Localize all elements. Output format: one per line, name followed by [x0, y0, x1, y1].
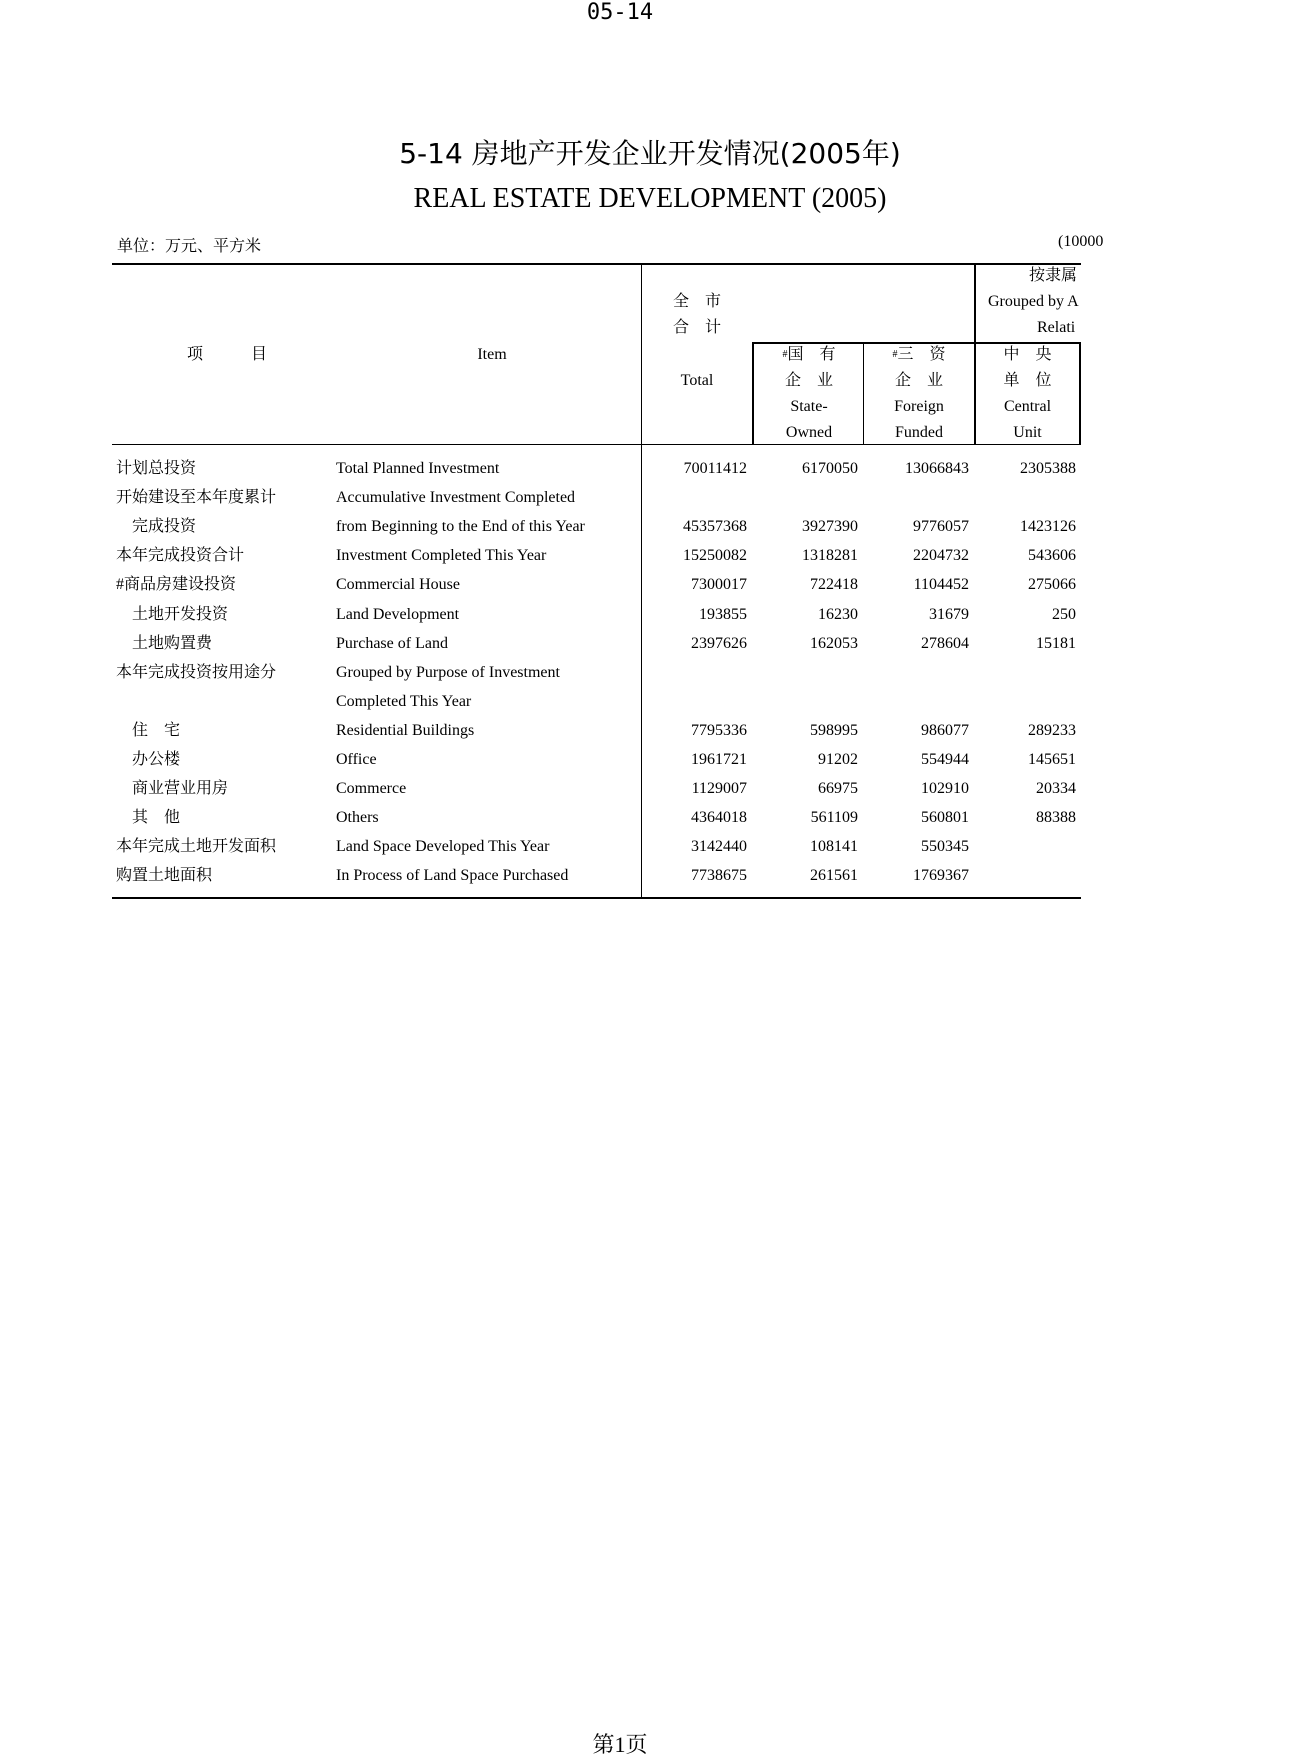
title-chinese: 5-14 房地产开发企业开发情况(2005年)	[399, 137, 901, 170]
row-foreign-funded: 102910	[921, 780, 969, 798]
row-item-en: Purchase of Land	[336, 634, 448, 652]
header-central-cn-2: 单 位	[1003, 372, 1052, 389]
row-foreign-funded: 278604	[921, 634, 969, 652]
row-item-en: Others	[336, 809, 379, 827]
row-state-owned: 598995	[810, 721, 858, 739]
row-item-cn: 本年完成土地开发面积	[116, 838, 277, 856]
row-foreign-funded: 31679	[929, 605, 969, 623]
header-item-cn: 项 目	[186, 346, 267, 363]
row-central-unit: 543606	[1028, 547, 1076, 565]
row-total: 1961721	[691, 751, 747, 768]
page-number-footer: 第1页	[592, 1732, 648, 1757]
row-state-owned: 162053	[810, 634, 858, 652]
row-item-en: In Process of Land Space Purchased	[336, 867, 569, 885]
row-central-unit: 2305388	[1020, 460, 1076, 477]
row-state-owned: 6170050	[802, 460, 858, 477]
table-top-rule	[112, 263, 1081, 265]
header-state-en-2: Owned	[785, 424, 833, 441]
statistics-table	[112, 263, 1081, 903]
row-state-owned: 1318281	[802, 547, 858, 565]
row-item-en: Land Space Developed This Year	[336, 838, 550, 856]
row-foreign-funded: 2204732	[913, 547, 969, 565]
table-bottom-rule	[112, 897, 1081, 899]
row-item-en: Office	[336, 751, 377, 768]
row-item-en: Total Planned Investment	[336, 460, 500, 477]
row-item-en: Investment Completed This Year	[336, 547, 547, 565]
header-foreign-en-2: Funded	[895, 424, 943, 441]
row-total: 1129007	[691, 780, 747, 798]
row-item-en: Commercial House	[336, 576, 460, 594]
row-state-owned: 261561	[810, 867, 858, 885]
row-total: 15250082	[683, 547, 747, 565]
row-item-cn: 住 宅	[116, 721, 181, 739]
header-central-en-1: Central	[1003, 398, 1052, 415]
row-item-en: Commerce	[336, 780, 407, 798]
header-foreign-cn-2: 企 业	[894, 372, 943, 389]
row-item-en: Completed This Year	[336, 692, 472, 710]
row-total: 45357368	[683, 518, 747, 536]
row-item-cn: 开始建设至本年度累计	[116, 489, 277, 507]
row-item-cn: 本年完成投资按用途分	[116, 663, 277, 681]
page-code-header: 05-14	[586, 0, 654, 25]
row-item-en: from Beginning to the End of this Year	[336, 518, 585, 536]
row-foreign-funded: 1769367	[913, 867, 969, 885]
row-total: 7300017	[691, 576, 747, 594]
row-item-cn: 本年完成投资合计	[116, 547, 245, 565]
footnote-mark: #	[782, 349, 788, 360]
row-total: 70011412	[683, 460, 747, 477]
header-central-en-2: Unit	[1013, 424, 1042, 441]
row-item-cn: 土地开发投资	[116, 605, 229, 623]
row-state-owned: 108141	[810, 838, 858, 856]
header-grouped-cn: 按隶属	[1029, 267, 1078, 284]
header-state-cn-2: 企 业	[784, 372, 833, 389]
header-total-cn-2: 合 计	[672, 319, 721, 336]
header-total-cn-1: 全 市	[672, 293, 721, 310]
row-item-cn: 商业营业用房	[116, 780, 229, 798]
row-item-en: Grouped by Purpose of Investment	[336, 663, 560, 681]
row-item-cn: 办公楼	[116, 751, 181, 768]
row-central-unit: 275066	[1028, 576, 1076, 594]
row-item-cn: 计划总投资	[116, 460, 197, 477]
row-central-unit: 250	[1052, 605, 1076, 623]
row-foreign-funded: 9776057	[913, 518, 969, 536]
row-item-en: Land Development	[336, 605, 460, 623]
row-central-unit: 20334	[1036, 780, 1076, 798]
header-foreign-en-1: Foreign	[894, 398, 944, 415]
row-total: 4364018	[691, 809, 747, 827]
title-english: REAL ESTATE DEVELOPMENT (2005)	[413, 183, 887, 214]
divider-central-right	[1079, 342, 1081, 445]
row-foreign-funded: 13066843	[905, 460, 969, 477]
row-state-owned: 66975	[818, 780, 858, 798]
unit-label: 单位：万元、平方米	[117, 238, 262, 255]
row-item-cn: 完成投资	[116, 518, 197, 536]
row-item-cn: 其 他	[116, 809, 181, 827]
row-total: 7795336	[691, 721, 747, 739]
row-state-owned: 91202	[818, 751, 858, 768]
header-item-en: Item	[477, 346, 507, 363]
row-central-unit: 88388	[1036, 809, 1076, 827]
row-foreign-funded: 554944	[921, 751, 969, 768]
row-central-unit: 1423126	[1020, 518, 1076, 536]
row-item-en: Accumulative Investment Completed	[336, 489, 576, 507]
row-central-unit: 289233	[1028, 721, 1076, 739]
row-item-cn: #商品房建设投资	[116, 576, 237, 594]
header-central-cn-1: 中 央	[1003, 346, 1052, 363]
row-foreign-funded: 986077	[921, 721, 969, 739]
unit-label-english: (10000	[1058, 233, 1104, 250]
row-item-cn: 购置土地面积	[116, 867, 213, 885]
row-state-owned: 561109	[810, 809, 858, 827]
row-foreign-funded: 560801	[921, 809, 969, 827]
row-total: 193855	[699, 605, 747, 623]
row-state-owned: 722418	[810, 576, 858, 594]
row-total: 3142440	[691, 838, 747, 856]
row-item-en: Residential Buildings	[336, 721, 475, 739]
footnote-mark: #	[892, 349, 898, 360]
row-total: 7738675	[691, 867, 747, 885]
header-grouped-en-2: Relati	[1037, 319, 1076, 336]
header-grouped-en-1: Grouped by A	[988, 293, 1079, 310]
header-state-en-1: State-	[790, 398, 828, 415]
header-state-cn-1: #国 有	[782, 346, 836, 363]
row-central-unit: 145651	[1028, 751, 1076, 768]
row-foreign-funded: 1104452	[913, 576, 969, 594]
row-central-unit: 15181	[1036, 634, 1076, 652]
header-foreign-cn-1: #三 资	[892, 346, 946, 363]
row-foreign-funded: 550345	[921, 838, 969, 856]
row-item-cn: 土地购置费	[116, 634, 213, 652]
header-total-en: Total	[680, 372, 714, 389]
row-total: 2397626	[691, 634, 747, 652]
row-state-owned: 3927390	[802, 518, 858, 536]
row-state-owned: 16230	[818, 605, 858, 623]
